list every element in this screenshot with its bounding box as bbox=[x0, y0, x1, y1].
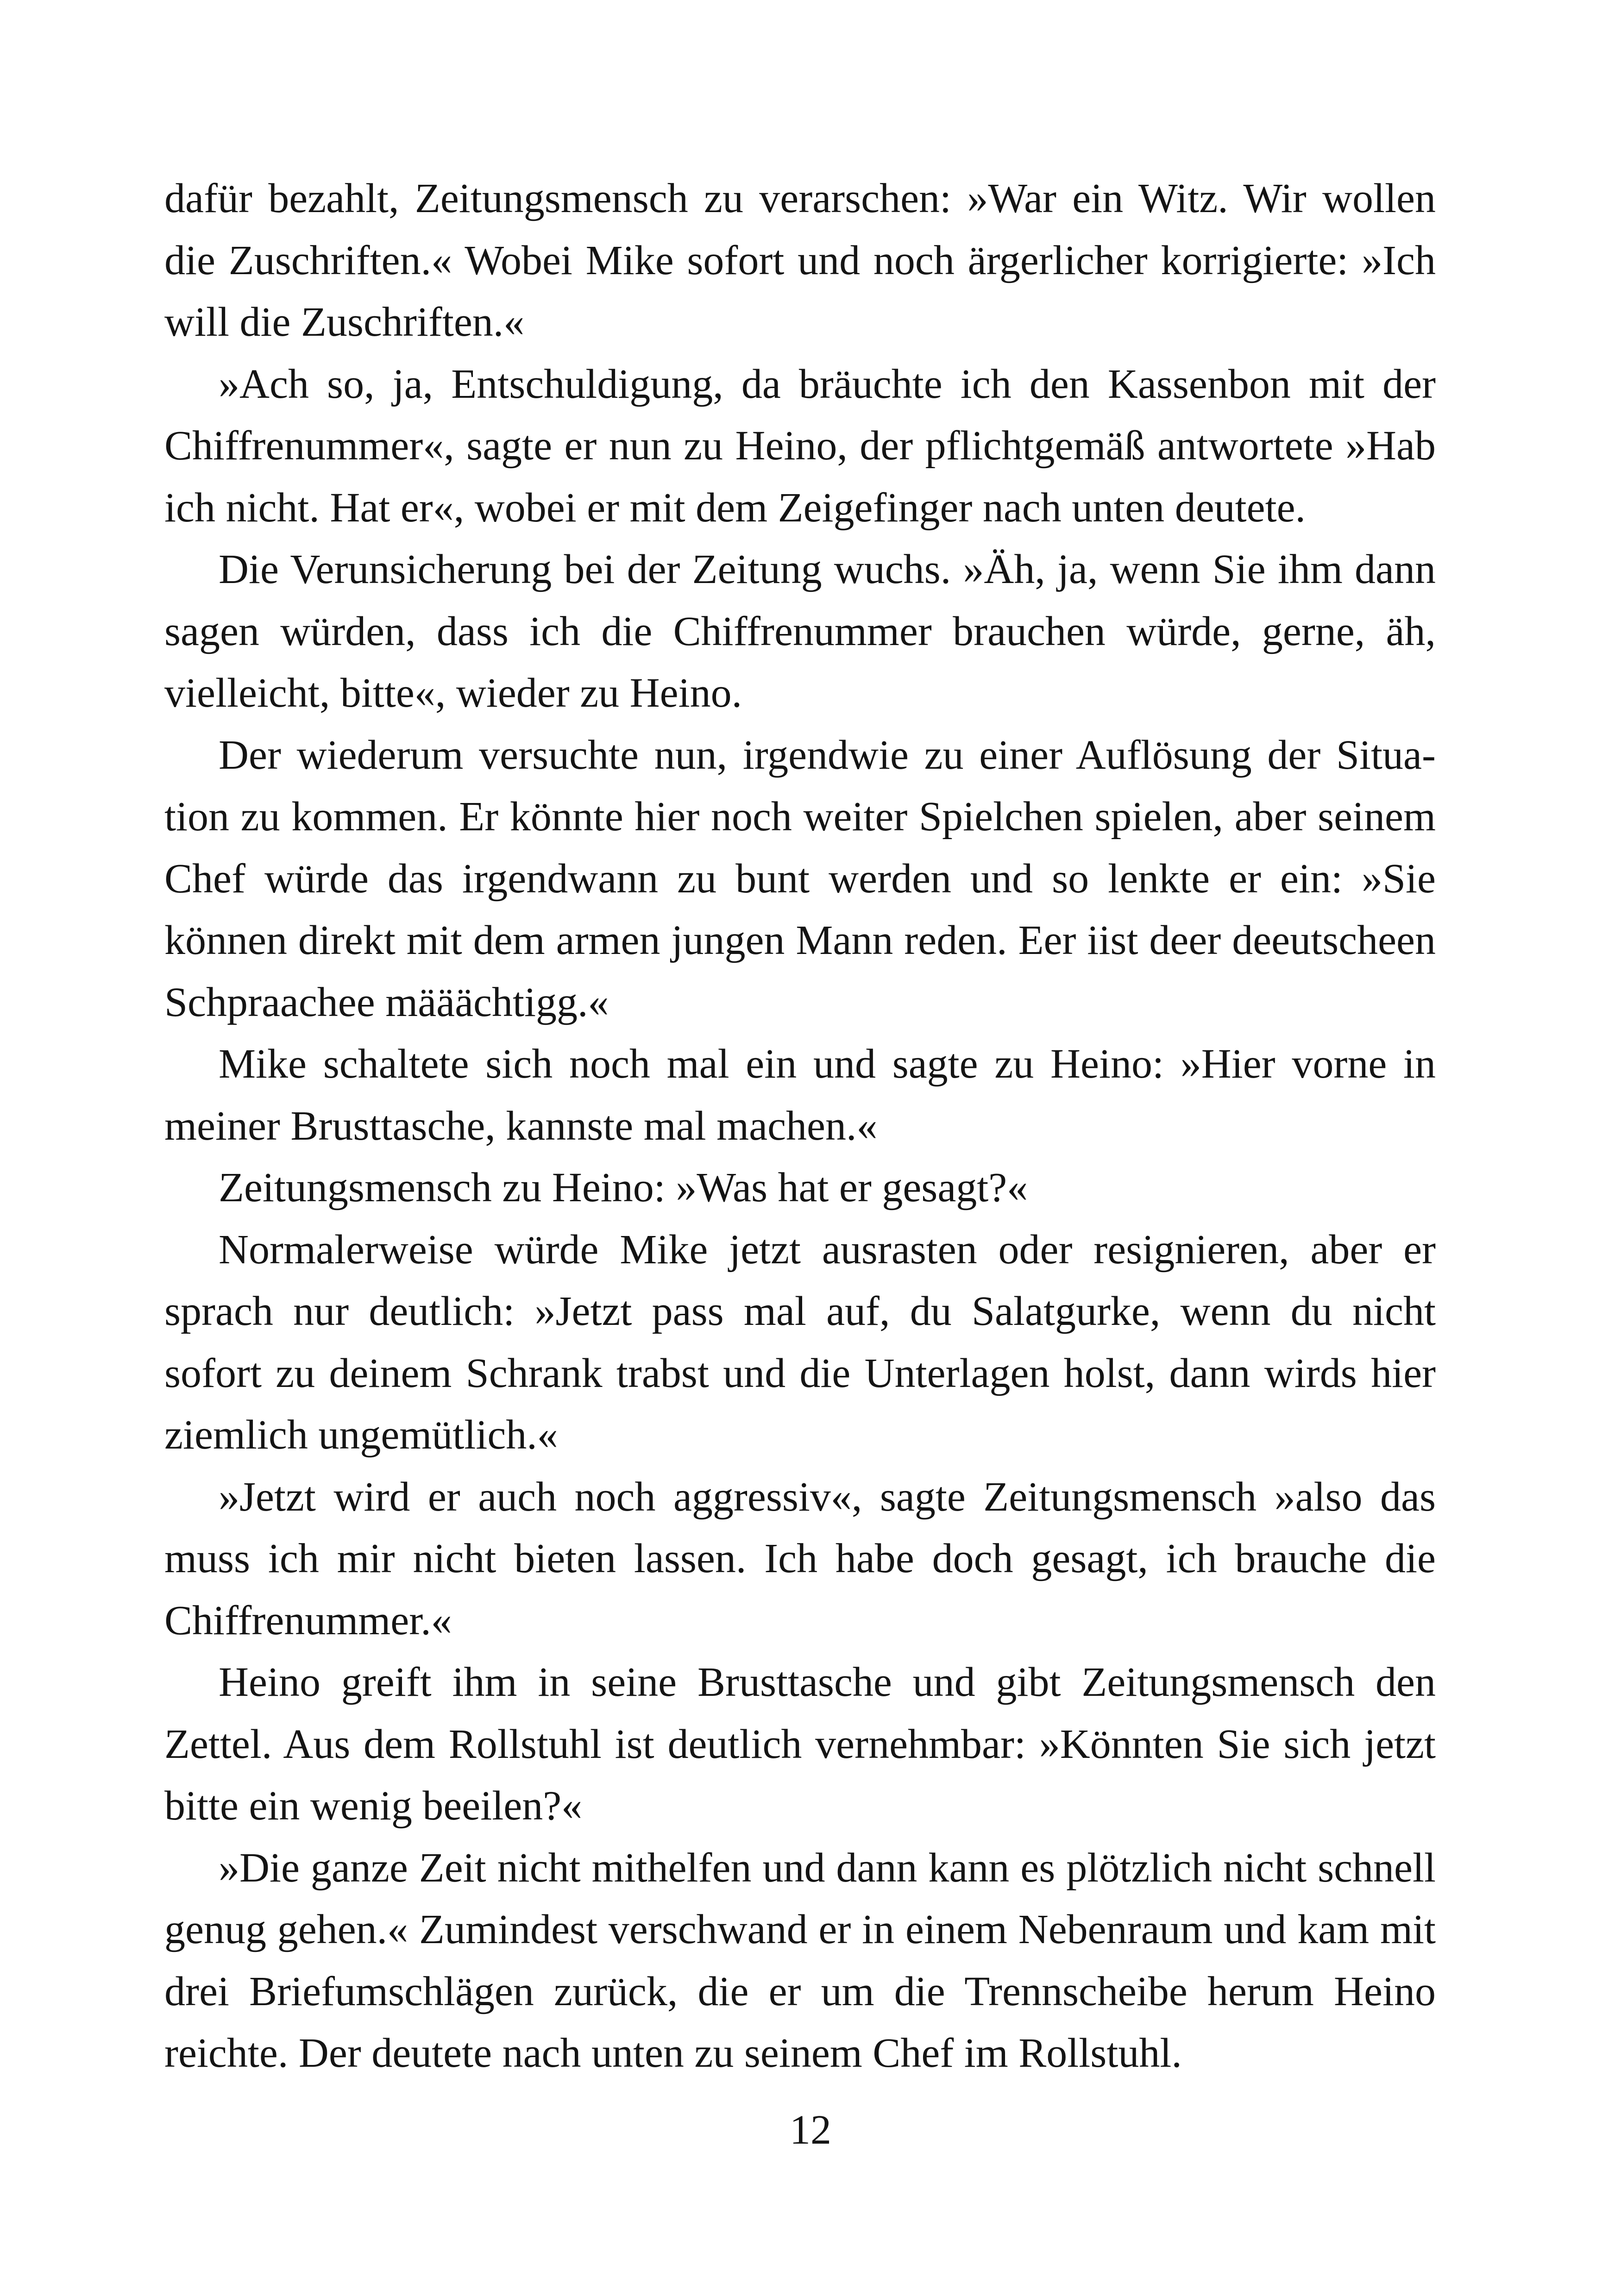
paragraph: Zeitungsmensch zu Heino: »Was hat er gesagt?« bbox=[219, 1165, 1028, 1211]
body-text bbox=[164, 168, 1436, 2084]
paragraph: Die Verunsicherung bei der Zeitung wuchs. »Äh, ja, wenn Sie ihm dann sagen würden, dass ich die Chiffrenummer brauchen würde, gerne, äh, vielleicht, bitte«, wieder zu Heino. bbox=[164, 546, 1436, 716]
paragraph: »Jetzt wird er auch noch aggressiv«, sagte Zeitungsmensch »also das muss ich mir nicht bieten lassen. Ich habe doch gesagt, ich brauche die Chiffrenummer.« bbox=[164, 1474, 1436, 1644]
paragraph: dafür bezahlt, Zeitungsmensch zu verarschen: »War ein Witz. Wir wollen die Zuschriften.« Wobei Mike sofort und noch ärgerlicher korrigierte: »Ich will die Zuschriften.« bbox=[164, 176, 1436, 345]
paragraph: Normalerweise würde Mike jetzt ausrasten oder resignieren, aber er sprach nur deutlich: »Jetzt pass mal auf, du Salatgurke, wenn du nicht sofort zu deinem Schrank trabst und die Unterlagen holst, dann wirds hier ziemlich ungemütlich.« bbox=[164, 1226, 1436, 1458]
paragraph: Mike schaltete sich noch mal ein und sagte zu Heino: »Hier vorne in meiner Brusttasche, kannste mal machen.« bbox=[164, 1041, 1436, 1149]
paragraph: »Ach so, ja, Entschuldigung, da bräuchte ich den Kassenbon mit der Chiffrenummer«, sagte er nun zu Heino, der pflichtgemäß antwortete »Hab ich nicht. Hat er«, wobei er mit dem Zeigefinger nach unten deutete. bbox=[164, 361, 1436, 531]
paragraph: Heino greift ihm in seine Brusttasche und gibt Zeitungsmensch den Zettel. Aus dem Rollstuhl ist deutlich vernehmbar: »Könnten Sie sich jetzt bitte ein wenig beeilen?« bbox=[164, 1659, 1436, 1829]
paragraph: Der wiederum versuchte nun, irgendwie zu einer Auflösung der Situation zu kommen. Er könnte hier noch weiter Spielchen spielen, aber seinem Chef würde das irgendwann zu bunt werden und so lenkte er ein: »Sie können direkt mit dem armen jungen Mann reden. Eer iist deer deeutscheen Schpraachee määächtigg.« bbox=[164, 732, 1436, 1025]
page-number: 12 bbox=[790, 2107, 831, 2153]
paragraph: »Die ganze Zeit nicht mithelfen und dann kann es plötzlich nicht schnell genug gehen.« Zumindest verschwand er in einem Nebenraum und kam mit drei Briefumschlägen zurück, die er um die Trennscheibe herum Heino reichte. Der deutete nach unten zu seinem Chef im Rollstuhl. bbox=[164, 1844, 1436, 2076]
